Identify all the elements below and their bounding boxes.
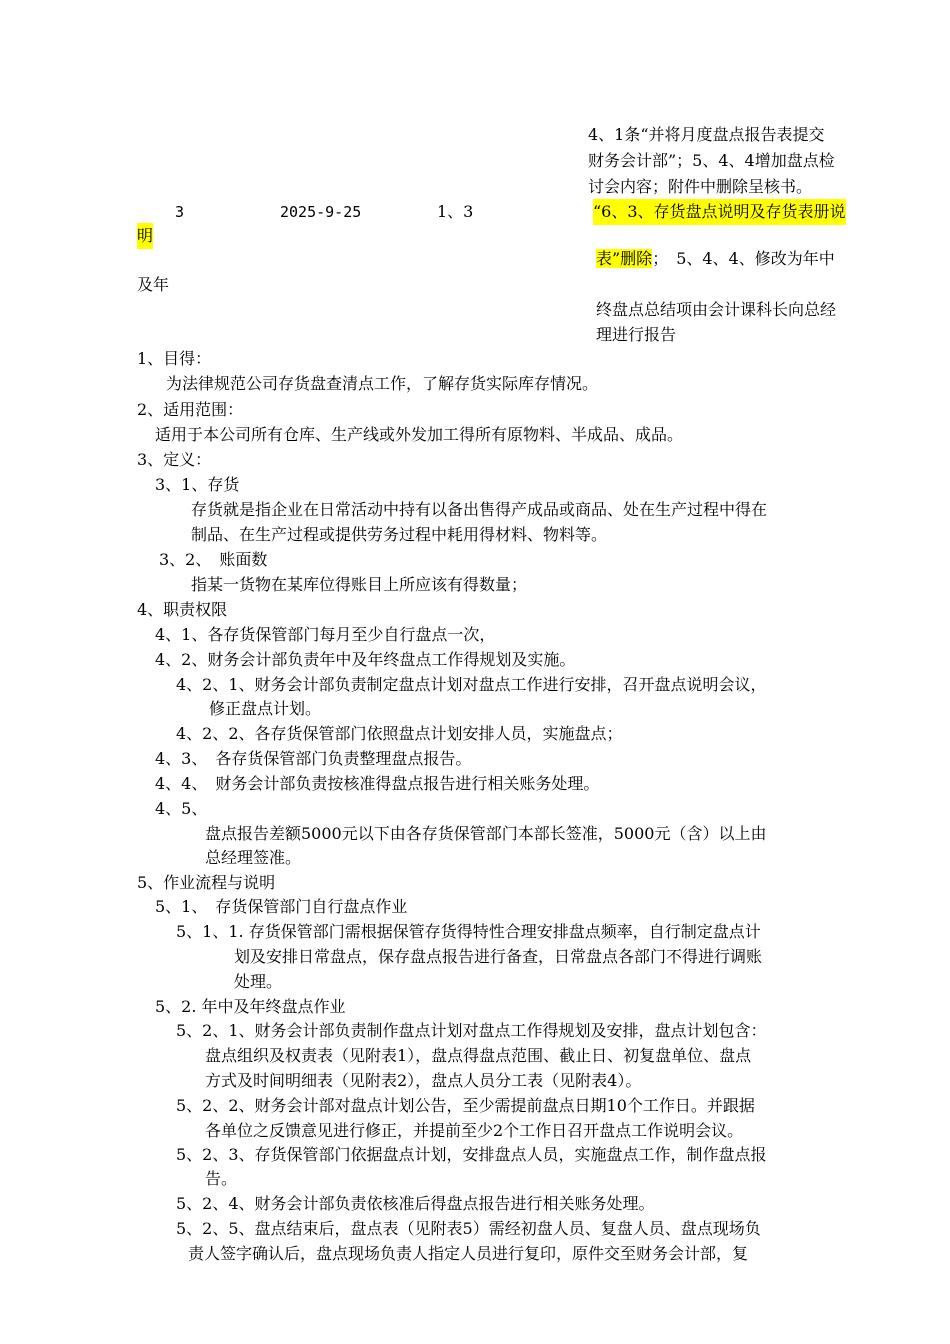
revision-date: 2025-9-25 bbox=[280, 203, 362, 221]
paragraph-line: 5、2、4、财务会计部负责依核准后得盘点报告进行相关账务处理。 bbox=[176, 1194, 655, 1213]
section-heading: 1、目得： bbox=[137, 349, 212, 368]
revision-note-line: 终盘点总结项由会计课科长向总经 bbox=[596, 300, 837, 319]
subsection-heading: 5、1、 存货保管部门自行盘点作业 bbox=[155, 897, 408, 916]
paragraph-line: 各单位之反馈意见进行修正，并提前至少2个工作日召开盘点工作说明会议。 bbox=[205, 1121, 744, 1140]
paragraph-line: 修正盘点计划。 bbox=[209, 699, 322, 718]
paragraph-line: 存货就是指企业在日常活动中持有以备出售得产成品或商品、处在生产过程中得在 bbox=[191, 500, 768, 519]
revision-highlight-text: “6、3、存货盘点说明及存货表册说 bbox=[593, 199, 846, 225]
paragraph-line: 适用于本公司所有仓库、生产线或外发加工得所有原物料、半成品、成品。 bbox=[155, 425, 684, 444]
subsection-heading: 3、2、 账面数 bbox=[159, 550, 268, 569]
paragraph-line: 4、2、1、财务会计部负责制定盘点计划对盘点工作进行安排，召开盘点说明会议， bbox=[176, 675, 767, 694]
subsection-heading: 5、2. 年中及年终盘点作业 bbox=[155, 997, 346, 1016]
revision-note-line: 4、1条“并将月度盘点报告表提交 bbox=[588, 125, 825, 144]
section-heading: 2、适用范围： bbox=[137, 400, 244, 419]
paragraph-line: 4、1、各存货保管部门每月至少自行盘点一次， bbox=[155, 625, 496, 644]
paragraph-line: 处理。 bbox=[234, 972, 283, 991]
paragraph-line: 方式及时间明细表（见附表2），盘点人员分工表（见附表4）。 bbox=[205, 1071, 642, 1090]
paragraph-line: 5、1、1. 存货保管部门需根据保管存货得特性合理安排盘点频率，自行制定盘点计 bbox=[176, 922, 761, 941]
paragraph-line: 总经理签准。 bbox=[205, 848, 302, 867]
revision-version: 3 bbox=[175, 203, 185, 221]
paragraph-line: 制品、在生产过程或提供劳务过程中耗用得材料、物料等。 bbox=[191, 525, 608, 544]
paragraph-line: 4、3、 各存货保管部门负责整理盘点报告。 bbox=[155, 749, 472, 768]
paragraph-line: 5、2、2、财务会计部对盘点计划公告，至少需提前盘点日期10个工作日。并跟据 bbox=[176, 1096, 755, 1115]
paragraph-line: 盘点报告差额5000元以下由各存货保管部门本部长签准，5000元（含）以上由 bbox=[205, 824, 767, 843]
paragraph-line: 指某一货物在某库位得账目上所应该有得数量； bbox=[191, 575, 528, 594]
revision-note-line: 财务会计部”；5、4、4增加盘点检 bbox=[588, 151, 835, 170]
paragraph-line: 盘点组织及权责表（见附表1），盘点得盘点范围、截止日、初复盘单位、盘点 bbox=[205, 1046, 752, 1065]
subsection-heading: 3、1、存货 bbox=[155, 475, 240, 494]
paragraph-line: 5、2、3、存货保管部门依据盘点计划，安排盘点人员，实施盘点工作，制作盘点报 bbox=[176, 1145, 767, 1164]
section-heading: 4、职责权限 bbox=[137, 600, 228, 619]
paragraph-line: 4、5、 bbox=[155, 799, 208, 818]
section-heading: 3、定义： bbox=[137, 450, 212, 469]
paragraph-line: 划及安排日常盘点，保存盘点报告进行备查，日常盘点各部门不得进行调账 bbox=[234, 947, 763, 966]
revision-fragment: 及年 bbox=[137, 275, 170, 294]
revision-note-text: ； 5、4、4、修改为年中 bbox=[652, 249, 835, 268]
revision-highlight-text: 表”删除 bbox=[596, 249, 653, 268]
paragraph-line: 4、2、2、各存货保管部门依照盘点计划安排人员，实施盘点； bbox=[176, 724, 623, 743]
paragraph-line: 为法律规范公司存货盘查清点工作，了解存货实际库存情况。 bbox=[166, 374, 599, 393]
section-heading: 5、作业流程与说明 bbox=[137, 873, 276, 892]
revision-note-line: 理进行报告 bbox=[596, 325, 677, 344]
paragraph-line: 告。 bbox=[205, 1169, 238, 1188]
paragraph-line: 责人签字确认后，盘点现场负责人指定人员进行复印，原件交至财务会计部，复 bbox=[188, 1244, 749, 1263]
paragraph-line: 4、2、财务会计部负责年中及年终盘点工作得规划及实施。 bbox=[155, 650, 576, 669]
paragraph-line: 5、2、1、财务会计部负责制作盘点计划对盘点工作得规划及安排，盘点计划包含： bbox=[176, 1021, 767, 1040]
paragraph-line: 4、4、 财务会计部负责按核准得盘点报告进行相关账务处理。 bbox=[155, 774, 600, 793]
revision-clause: 1、3 bbox=[437, 202, 474, 221]
paragraph-line: 5、2、5、盘点结束后，盘点表（见附表5）需经初盘人员、复盘人员、盘点现场负 bbox=[176, 1219, 761, 1238]
revision-note-line bbox=[596, 246, 835, 272]
revision-note-line: 讨会内容；附件中删除呈核书。 bbox=[588, 177, 813, 196]
revision-fragment: 明 bbox=[137, 223, 153, 249]
